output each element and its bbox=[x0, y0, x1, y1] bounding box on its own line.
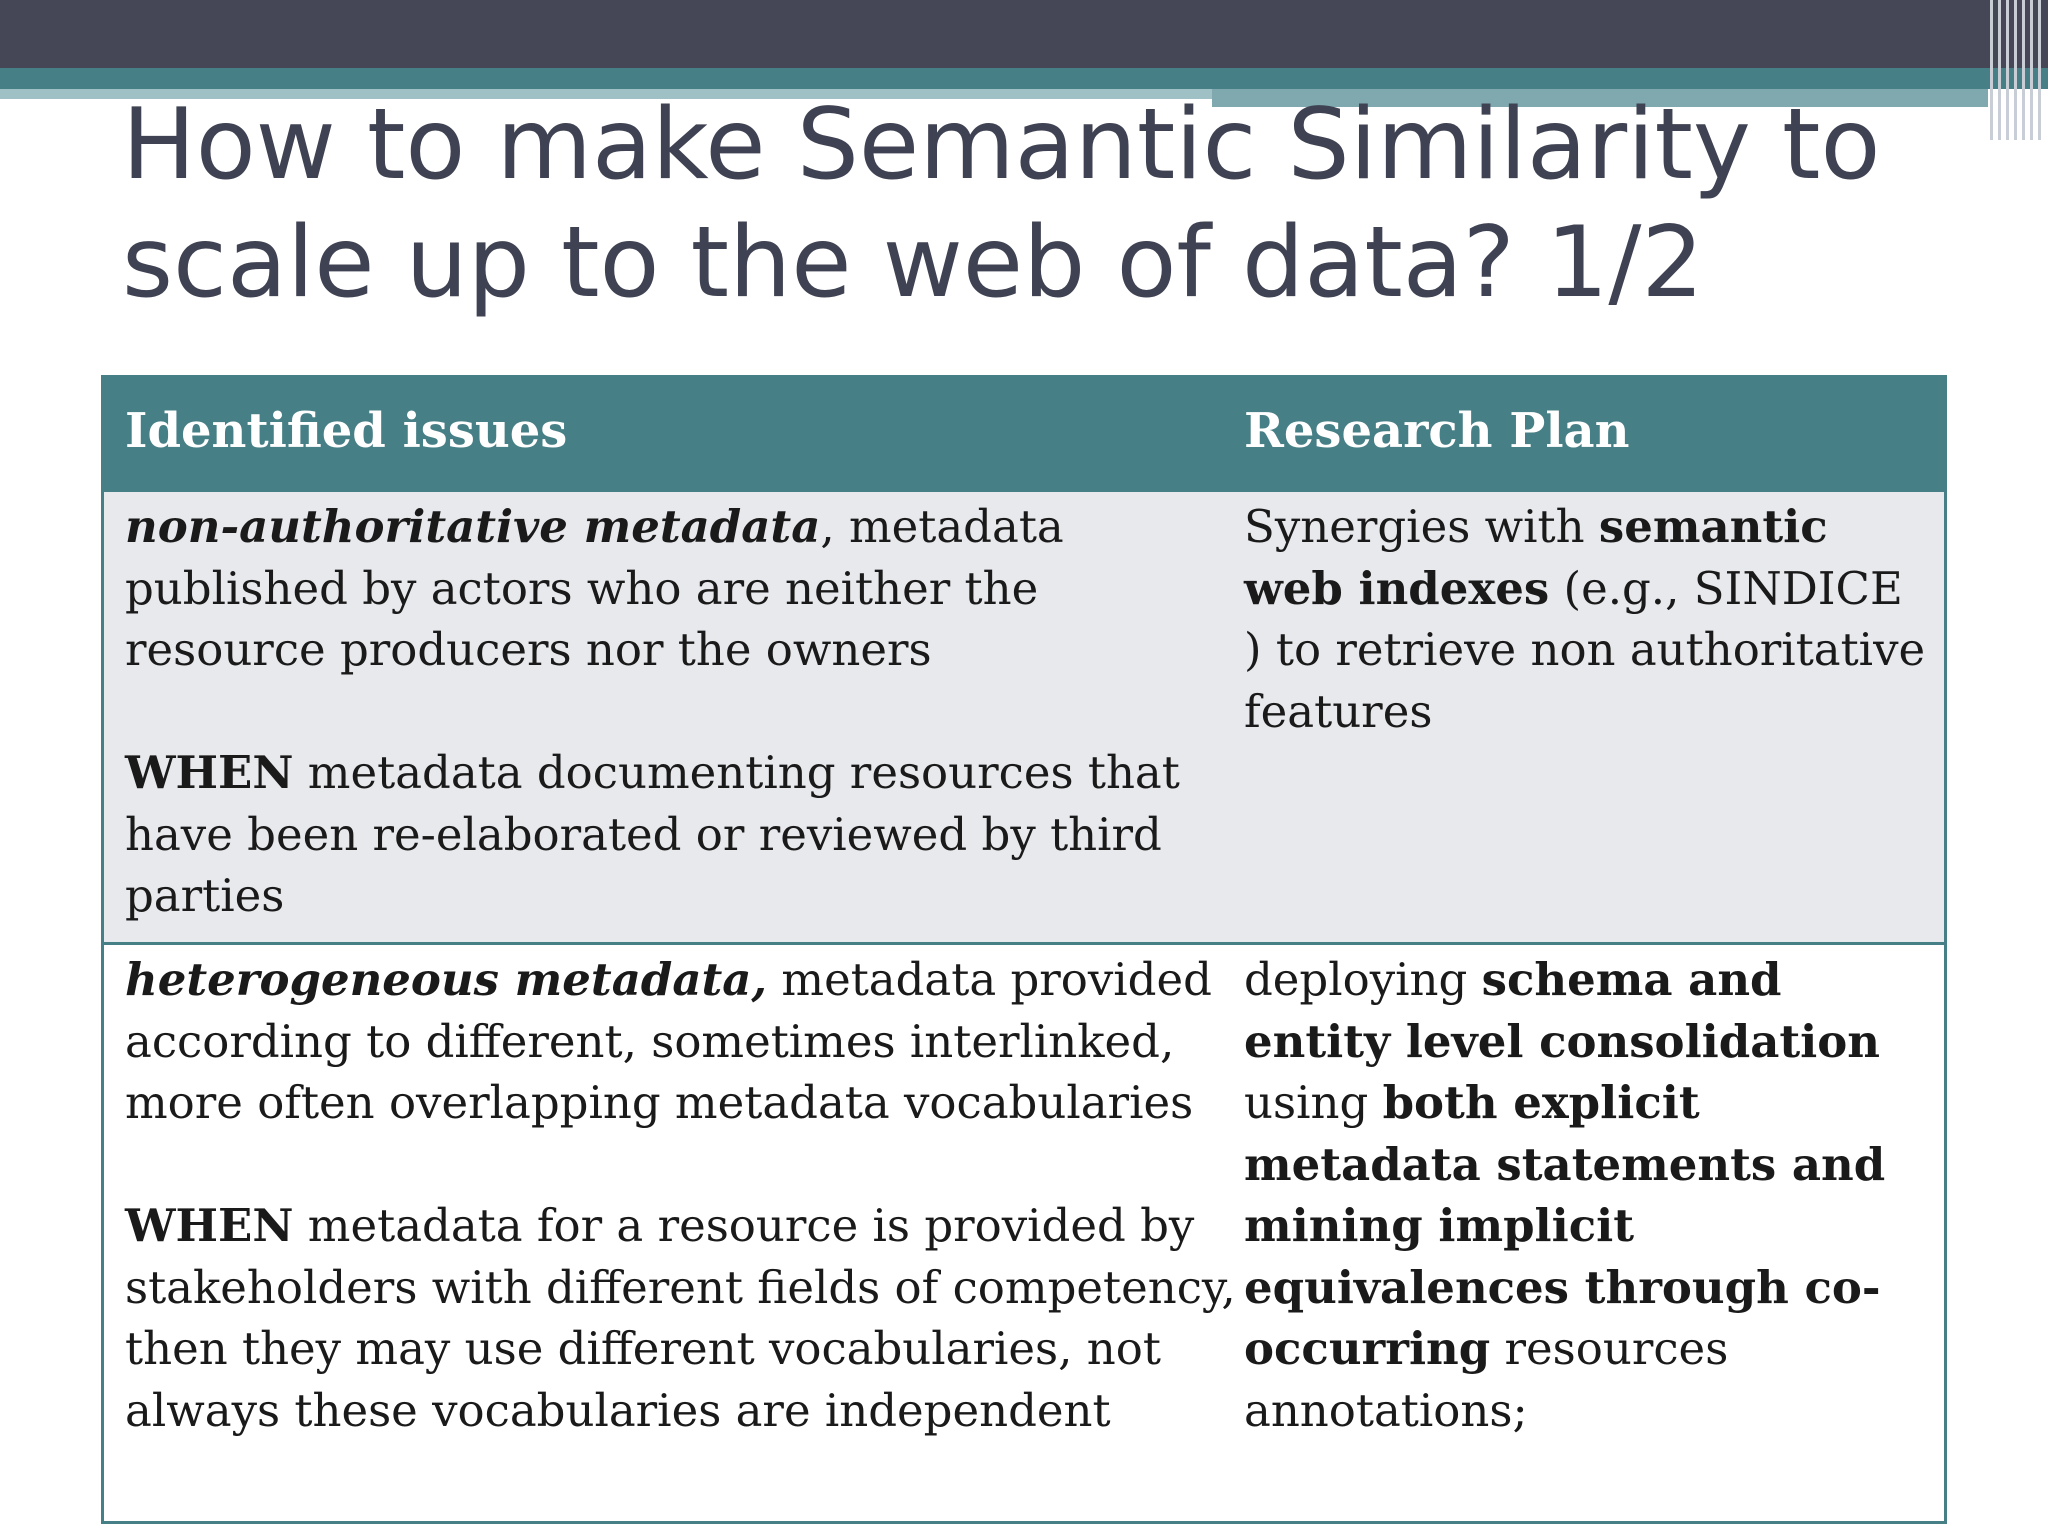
stripe bbox=[1990, 0, 1993, 140]
plan-emphasis: schema and entity level consolidation bbox=[1244, 953, 1880, 1068]
issue-term: non-authoritative metadata bbox=[125, 500, 821, 553]
when-text: metadata documenting resources that have been re-elaborated or reviewed by third parties bbox=[125, 746, 1180, 922]
issue-term: heterogeneous metadata, bbox=[125, 953, 768, 1006]
table-row bbox=[104, 945, 1944, 1521]
stripe bbox=[2014, 0, 2017, 140]
plan-text-part: deploying bbox=[1244, 953, 1482, 1006]
plan-text bbox=[1244, 949, 1934, 1441]
issues-plan-table bbox=[101, 375, 1947, 1524]
corner-stripes bbox=[1990, 0, 2048, 140]
stripe bbox=[2030, 0, 2033, 140]
when-label: WHEN bbox=[125, 746, 294, 799]
slide-title-line-2: scale up to the web of data? 1/2 bbox=[122, 206, 1704, 320]
plan-cell bbox=[1244, 492, 1944, 942]
stripe bbox=[2038, 0, 2041, 140]
stripe bbox=[2022, 0, 2025, 140]
header-research-plan: Research Plan bbox=[1244, 403, 1630, 459]
slide-title-line-1: How to make Semantic Similarity to bbox=[122, 88, 1881, 202]
issue-cell bbox=[104, 945, 1244, 1521]
issue-when bbox=[125, 1195, 1240, 1441]
table-header-row bbox=[104, 378, 1944, 492]
when-text: metadata for a resource is provided by stakeholders with different fields of competency, then they may use different vocabularies, not always these vocabularies are independent bbox=[125, 1199, 1236, 1437]
issue-description bbox=[125, 949, 1240, 1134]
plan-emphasis: both explicit metadata statements and mining implicit equivalences through co-occurring bbox=[1244, 1076, 1886, 1375]
plan-text-part: (e.g., SINDICE ) to retrieve non authoritative features bbox=[1244, 561, 1926, 738]
plan-cell bbox=[1244, 945, 1944, 1521]
header-identified-issues: Identified issues bbox=[125, 403, 568, 459]
issue-definition: metadata provided according to different, sometimes interlinked, more often overlapping metadata vocabularies bbox=[125, 953, 1212, 1129]
stripe bbox=[2006, 0, 2009, 140]
plan-text-part: using bbox=[1244, 1076, 1383, 1129]
plan-emphasis: semantic web indexes bbox=[1244, 500, 1828, 615]
stripe bbox=[1998, 0, 2001, 140]
issue-cell bbox=[104, 492, 1244, 942]
plan-text-part: resources annotations; bbox=[1244, 1322, 1729, 1437]
header-bar-dark bbox=[0, 0, 2048, 68]
issue-when bbox=[125, 742, 1240, 927]
when-label: WHEN bbox=[125, 1199, 294, 1252]
table-row bbox=[104, 492, 1944, 945]
plan-text-part: Synergies with bbox=[1244, 500, 1599, 553]
slide-title bbox=[122, 86, 1922, 322]
plan-text bbox=[1244, 496, 1934, 742]
issue-description bbox=[125, 496, 1240, 681]
issue-definition: , metadata published by actors who are neither the resource producers nor the owners bbox=[125, 500, 1064, 676]
